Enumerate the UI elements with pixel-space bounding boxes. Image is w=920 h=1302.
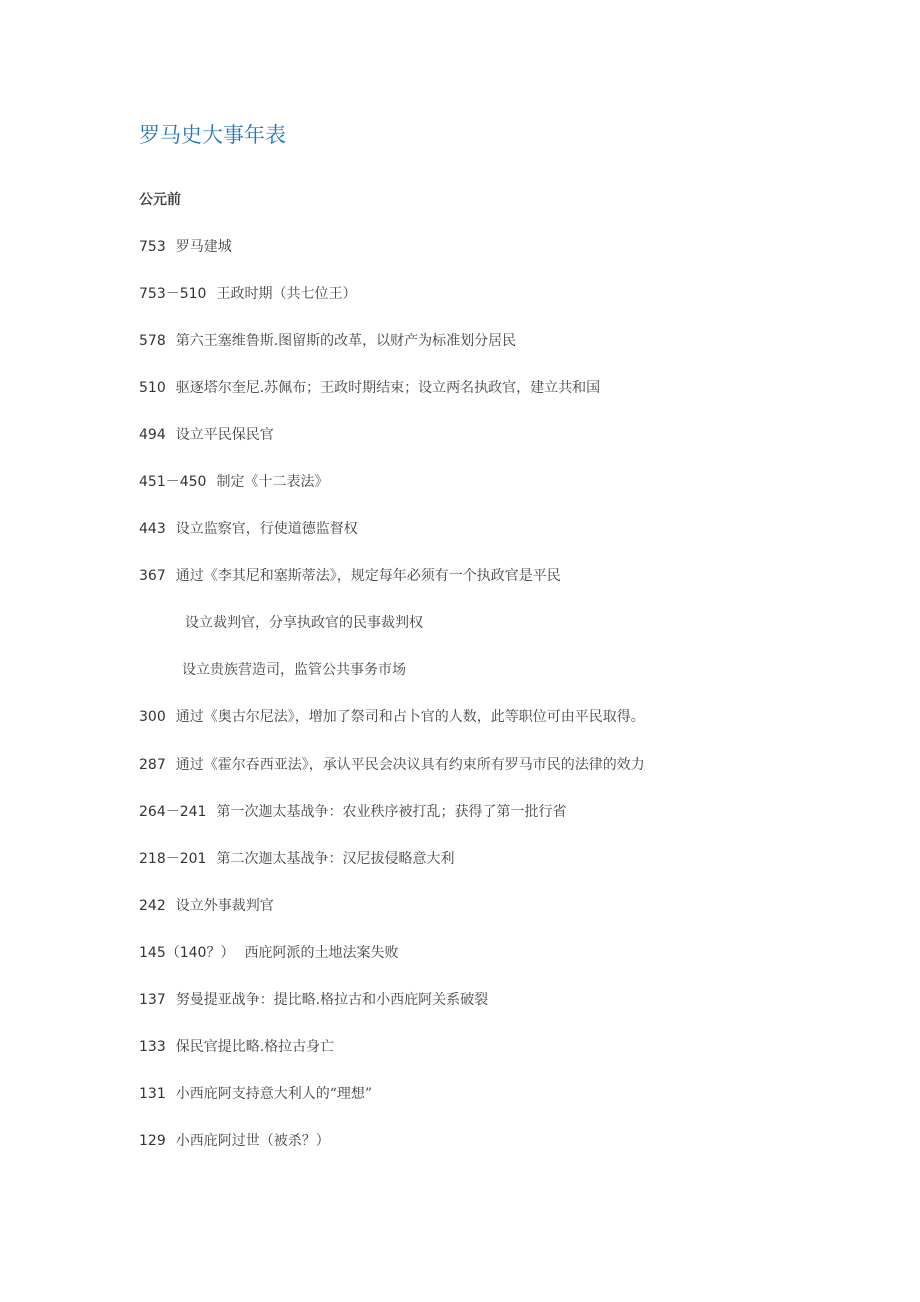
entry-text: 第二次迦太基战争：汉尼拔侵略意大利 — [216, 851, 455, 867]
timeline-entry — [139, 1130, 330, 1152]
timeline-entry — [139, 330, 516, 352]
entry-text: 小西庇阿过世（被杀？） — [175, 1133, 330, 1149]
entry-text: 通过《李其尼和塞斯蒂法》，规定每年必须有一个执政官是平民 — [175, 568, 561, 584]
entry-text: 制定《十二表法》 — [216, 474, 329, 490]
entry-text: 设立贵族营造司，监管公共事务市场 — [182, 662, 406, 678]
timeline-entry — [139, 895, 274, 917]
timeline-entry — [139, 801, 566, 823]
entry-year: 242 — [139, 898, 166, 914]
entry-text: 驱逐塔尔奎尼.苏佩布；王政时期结束；设立两名执政官，建立共和国 — [175, 380, 601, 396]
entry-text: 第六王塞维鲁斯.图留斯的改革，以财产为标准划分居民 — [175, 333, 517, 349]
entry-year: 218－201 — [139, 851, 207, 867]
entry-year: 753 — [139, 239, 166, 255]
entry-year: 129 — [139, 1133, 166, 1149]
entry-year: 133 — [139, 1039, 166, 1055]
entry-text: 设立外事裁判官 — [175, 898, 274, 914]
entry-text: 王政时期（共七位王） — [216, 286, 357, 302]
entry-text: 设立裁判官，分享执政官的民事裁判权 — [185, 615, 423, 631]
entry-text: 小西庇阿支持意大利人的“理想” — [175, 1086, 373, 1102]
entry-text: 保民官提比略.格拉古身亡 — [175, 1039, 335, 1055]
timeline-entry — [139, 424, 274, 446]
entry-year: 367 — [139, 568, 166, 584]
timeline-entry-continuation — [185, 612, 423, 634]
entry-text: 第一次迦太基战争：农业秩序被打乱；获得了第一批行省 — [216, 804, 567, 820]
entry-text: 努曼提亚战争：提比略.格拉古和小西庇阿关系破裂 — [175, 992, 489, 1008]
timeline-entry — [139, 848, 454, 870]
entry-text: 设立监察官，行使道德监督权 — [175, 521, 358, 537]
entry-year: 264－241 — [139, 804, 207, 820]
timeline-entry — [139, 1083, 372, 1105]
timeline-entry — [139, 518, 358, 540]
entry-year: 451－450 — [139, 474, 207, 490]
timeline-entry — [139, 706, 645, 728]
timeline-entry — [139, 377, 600, 399]
entry-year: 494 — [139, 427, 166, 443]
entry-year: 145（140？） — [139, 945, 235, 961]
entry-year: 753－510 — [139, 286, 207, 302]
entry-text: 通过《霍尔吞西亚法》，承认平民会决议具有约束所有罗马市民的法律的效力 — [175, 757, 645, 773]
entry-year: 510 — [139, 380, 166, 396]
timeline-entry — [139, 283, 356, 305]
entry-year: 137 — [139, 992, 166, 1008]
timeline-entry — [139, 565, 561, 587]
document-title: 罗马史大事年表 — [139, 123, 286, 147]
timeline-entry-continuation — [182, 659, 406, 681]
entry-year: 578 — [139, 333, 166, 349]
entry-year: 300 — [139, 709, 166, 725]
timeline-entry — [139, 989, 488, 1011]
entry-text: 通过《奥古尔尼法》，增加了祭司和占卜官的人数，此等职位可由平民取得。 — [175, 709, 645, 725]
entry-year: 131 — [139, 1086, 166, 1102]
entry-year: 443 — [139, 521, 166, 537]
entry-text: 设立平民保民官 — [175, 427, 274, 443]
timeline-entry — [139, 1036, 334, 1058]
timeline-entry — [139, 942, 398, 964]
entry-text: 罗马建城 — [175, 239, 232, 255]
timeline-entry — [139, 236, 232, 258]
entry-text: 西庇阿派的土地法案失败 — [244, 945, 399, 961]
entry-year: 287 — [139, 757, 166, 773]
timeline-entry — [139, 754, 645, 776]
section-heading: 公元前 — [139, 192, 181, 208]
timeline-entry — [139, 471, 328, 493]
